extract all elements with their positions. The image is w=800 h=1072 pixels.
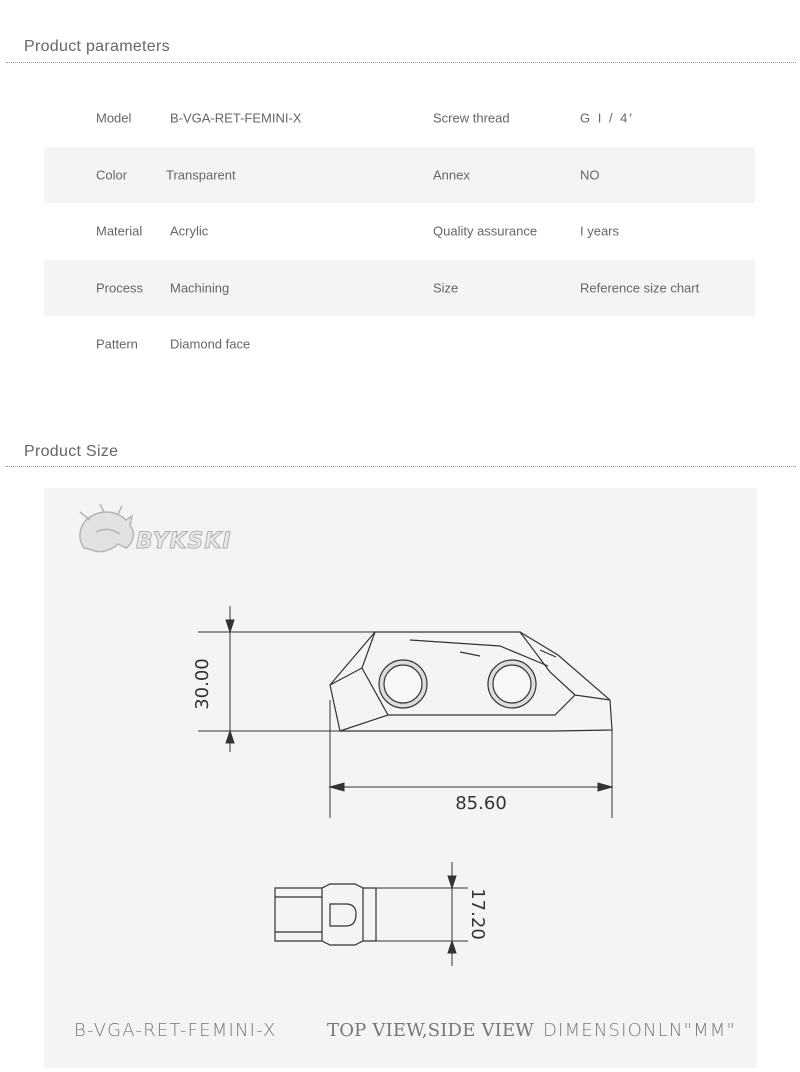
param-label: Material (96, 223, 143, 239)
param-value: G I / 4′ (580, 110, 634, 126)
param-value: Acrylic (170, 223, 209, 239)
bykski-logo (80, 504, 133, 552)
param-value: B-VGA-RET-FEMINI-X (170, 110, 302, 126)
width-dimension-label: 17.20 (467, 888, 488, 940)
param-label: Model (96, 110, 132, 126)
caption-model: B-VGA-RET-FEMINI-X (74, 1020, 277, 1041)
param-label: Pattern (96, 336, 138, 352)
param-value: Diamond face (170, 336, 251, 352)
param-label: Process (96, 280, 143, 296)
height-dimension-label: 30.00 (192, 658, 213, 710)
side-dimension-lines (376, 862, 468, 966)
param-label: Quality assurance (433, 223, 538, 239)
parameters-section-title: Product parameters (24, 38, 170, 55)
side-view (275, 884, 376, 945)
param-label: Color (96, 167, 128, 183)
param-value: NO (580, 167, 600, 183)
param-label: Screw thread (433, 110, 510, 126)
caption-views: TOP VIEW,SIDE VIEW (327, 1020, 535, 1041)
param-label: Size (433, 280, 459, 296)
param-value: Reference size chart (580, 280, 700, 296)
size-section-title: Product Size (24, 443, 119, 460)
front-view (330, 632, 612, 731)
length-dimension-label: 85.60 (455, 793, 507, 814)
param-value: Transparent (166, 167, 236, 183)
param-label: Annex (433, 167, 470, 183)
param-value: Machining (170, 280, 230, 296)
caption-units: DIMENSIONLN"MM" (543, 1020, 737, 1041)
logo-text: BYKSKI (136, 529, 232, 554)
param-value: I years (580, 223, 620, 239)
